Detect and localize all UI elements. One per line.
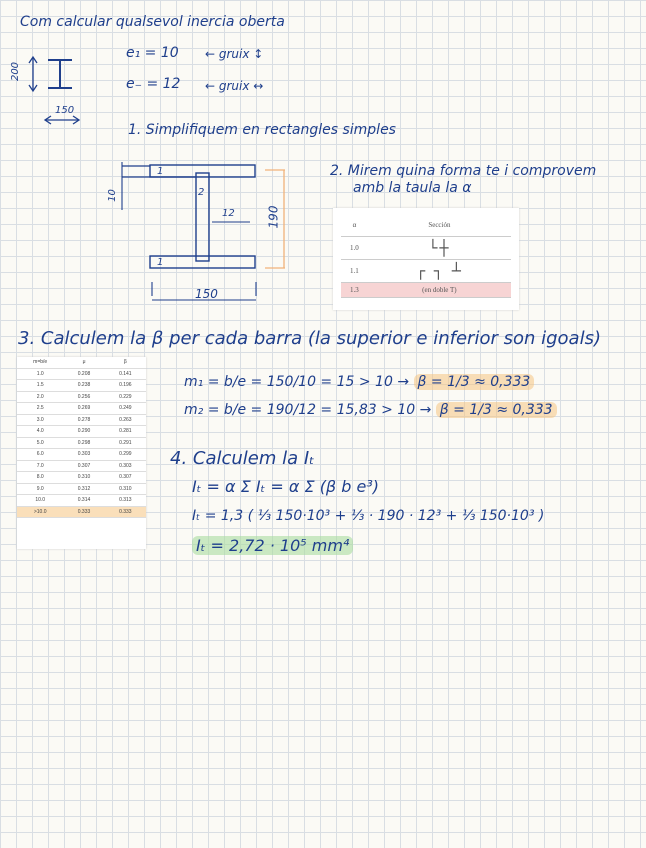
cell: 0.299 [105,449,146,461]
web-height-label: 190 [266,205,281,229]
page-title: Com calcular qualsevol inercia oberta [20,14,285,30]
it-result [192,536,353,555]
top-flange-mark: 1 [157,166,164,177]
e2-note: ← gruix ↔ [205,79,264,93]
beta-header-m: m=b/e [17,357,63,368]
cell: 0.307 [105,472,146,484]
table-row [17,495,146,507]
table-row [17,506,146,518]
section-shape: ┌ ┐ ┴ [368,260,511,283]
section-shape: └┼ [368,237,511,260]
step1-heading: 1. Simplifiquem en rectangles simples [128,122,396,138]
section-shape: (en doble T) [368,283,511,298]
cell: >10.0 [17,506,63,518]
e1-note: ← gruix ↕ [205,47,264,61]
it-result-value: Iₜ = 2,72 · 10⁵ mm⁴ [192,536,353,555]
cell: 1.5 [17,380,63,392]
cell: 4.0 [17,426,63,438]
cell: 0.303 [63,449,104,461]
cell: 9.0 [17,483,63,495]
cell: 6.0 [17,449,63,461]
simplified-beam-sketch [122,162,285,300]
cell: 0.249 [105,403,146,415]
cell: 5.0 [17,437,63,449]
step2-heading: 2. Mirem quina forma te i comprovem [330,163,597,179]
cell: 0.291 [105,437,146,449]
cell: 0.303 [105,460,146,472]
m1-equation [184,374,534,390]
web-thickness-label: 12 [222,208,235,219]
cell: 0.312 [63,483,104,495]
cell: 0.333 [63,506,104,518]
table-row [17,472,146,484]
cell: 0.310 [63,472,104,484]
m2-expression: m₂ = b/e = 190/12 = 15,83 > 10 → [184,402,436,418]
table-row [17,414,146,426]
table-row [17,426,146,438]
cell: 0.196 [105,380,146,392]
cell: 1.0 [17,368,63,380]
cell: 3.0 [17,414,63,426]
table-row [17,460,146,472]
cell: 0.208 [63,368,104,380]
alpha-value: 1.3 [341,283,368,298]
cell: 2.5 [17,403,63,415]
cell: 0.307 [63,460,104,472]
cell: 0.278 [63,414,104,426]
cell: 0.298 [63,437,104,449]
profile-height-label: 200 [10,61,22,82]
cell: 8.0 [17,472,63,484]
cell: 0.229 [105,391,146,403]
web-mark: 2 [198,187,205,198]
profile-width-label: 150 [55,105,75,116]
e2-label: e₋ = 12 [126,76,181,92]
cell: 0.314 [63,495,104,507]
m1-result: β = 1/3 ≈ 0,333 [414,374,535,390]
cell: 7.0 [17,460,63,472]
table-row [17,368,146,380]
cell: 0.313 [105,495,146,507]
table-row [17,391,146,403]
base-width-label: 150 [195,287,218,301]
it-substitution: Iₜ = 1,3 ( ⅓ 150·10³ + ⅓ · 190 · 12³ + ⅓ 150·10³ ) [192,508,545,524]
cell: 0.263 [105,414,146,426]
cell: 0.281 [105,426,146,438]
alpha-value: 1.1 [341,260,368,283]
cell: 0.238 [63,380,104,392]
cell: 0.290 [63,426,104,438]
table-row [17,380,146,392]
cell: 0.333 [105,506,146,518]
beta-header-mu: μ [63,357,104,368]
step2-subheading: amb la taula la α [353,180,472,196]
m1-expression: m₁ = b/e = 150/10 = 15 > 10 → [184,374,414,390]
m2-result: β = 1/3 ≈ 0,333 [436,402,557,418]
alpha-header: α [341,214,368,237]
cell: 0.141 [105,368,146,380]
table-row [17,403,146,415]
table-row [17,437,146,449]
e1-label: e₁ = 10 [126,45,179,61]
step3-heading: 3. Calculem la β per cada barra (la superior e inferior son igoals) [18,328,601,349]
cell: 0.310 [105,483,146,495]
beta-table [17,357,146,549]
cell: 0.256 [63,391,104,403]
section-header: Sección [368,214,511,237]
cell: 2.0 [17,391,63,403]
it-formula: Iₜ = α Σ Iₜ = α Σ (β b e³) [192,477,379,496]
beta-header-beta: β [105,357,146,368]
cell: 0.269 [63,403,104,415]
cell: 10.0 [17,495,63,507]
step4-heading: 4. Calculem la Iₜ [170,448,315,469]
table-row [17,449,146,461]
flange-thickness-label: 10 [106,189,118,202]
table-row [17,483,146,495]
alpha-value: 1.0 [341,237,368,260]
alpha-table [333,208,519,310]
bottom-flange-mark: 1 [157,257,164,268]
m2-equation [184,402,557,418]
